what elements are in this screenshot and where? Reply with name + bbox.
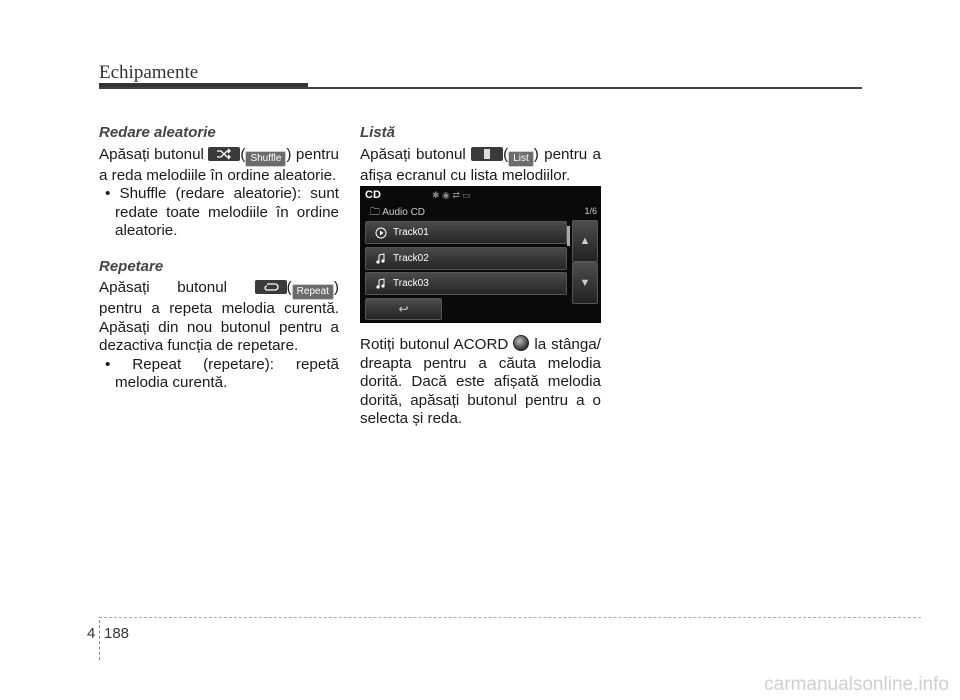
footer-divider [99, 620, 100, 660]
list-paragraph: Apăsați butonul ( List ) pentru a afișa ecranul cu lista melodiilor. [360, 145, 601, 184]
back-button[interactable]: ↩ [365, 298, 442, 320]
repeat-bullet: • Repeat (repetare): repetă melodia curentă. [105, 355, 339, 391]
shuffle-button-label: Shuffle [245, 151, 286, 167]
music-note-icon [375, 277, 387, 298]
track-item-2[interactable] [365, 247, 567, 270]
screen-source: CD [365, 189, 381, 201]
music-note-icon [375, 252, 387, 273]
shuffle-heading: Redare aleatorie [99, 124, 216, 141]
left-column [99, 124, 339, 393]
scrollbar[interactable] [567, 226, 570, 246]
screen-subtitle-text: Audio CD [382, 207, 426, 218]
screen-subtitle [370, 205, 425, 222]
shuffle-text-before: Apăsați butonul [99, 145, 204, 163]
play-icon [375, 226, 387, 247]
chapter-title: Echipamente [99, 62, 199, 83]
acord-paragraph-block [360, 335, 601, 429]
track-title: Track03 [393, 278, 429, 289]
list-button-label: List [508, 151, 534, 167]
track-item-3[interactable] [365, 272, 567, 295]
shuffle-text-after: pentru a reda melodiile în ordine aleatorie. [99, 145, 339, 184]
list-text-before: Apăsați butonul [360, 145, 466, 163]
scroll-up-button[interactable]: ▲ [572, 220, 598, 262]
footer-rule [99, 617, 921, 618]
track-count: 1/6 [584, 206, 597, 216]
page-number: 188 [104, 625, 130, 642]
list-icon [471, 147, 503, 161]
acord-paragraph [360, 335, 601, 429]
status-icons: ✱ ◉ ⇄ ▭ [432, 190, 471, 200]
repeat-text-after: pentru a repeta melodia curentă. Apăsați din nou butonul pentru a dezactiva funcția de repetare. [99, 300, 339, 354]
shuffle-bullet-text: Shuffle (redare aleatorie): sunt redate toate melodiile în ordine aleatorie. [115, 185, 339, 239]
list-text-after: pentru a afișa ecranul cu lista melodiilor. [360, 145, 601, 184]
acord-text-after: la stânga/ dreapta pentru a căuta melodia dorită. Dacă este afișată melodia dorită, apăsați butonul pentru a o selecta și reda. [360, 336, 601, 427]
track-title: Track02 [393, 253, 429, 264]
folder-icon: 🗀 [370, 207, 380, 218]
scroll-down-button[interactable]: ▼ [572, 262, 598, 304]
track-title: Track01 [393, 227, 429, 238]
repeat-button-label: Repeat [292, 284, 334, 300]
repeat-bullet-text: Repeat (repetare): repetă melodia curentă. [115, 355, 339, 391]
shuffle-paragraph: Apăsați butonul ( Shuffle ) pentru a reda melodiile în ordine aleatorie. [99, 145, 339, 184]
repeat-paragraph: Apăsați butonul ( Repeat ) pentru a repeta melodia curentă. Apăsați din nou butonul pentru a dezactiva funcția de repetare. [99, 279, 339, 354]
acord-text-before: Rotiți butonul ACORD [360, 336, 509, 353]
track-item-1[interactable] [365, 221, 567, 244]
cd-track-list-screen [360, 186, 601, 323]
middle-column [360, 124, 601, 185]
knob-icon [513, 335, 529, 351]
chapter-number: 4 [87, 625, 96, 642]
repeat-icon [255, 280, 287, 294]
shuffle-bullet: • Shuffle (redare aleatorie): sunt redate toate melodiile în ordine aleatorie. [105, 185, 339, 239]
header-rule [99, 87, 862, 89]
repeat-heading: Repetare [99, 257, 164, 275]
watermark: carmanualsonline.info [764, 674, 949, 695]
list-heading: Listă [360, 124, 396, 141]
repeat-text-before: Apăsați butonul [99, 279, 228, 296]
shuffle-icon [208, 147, 240, 161]
